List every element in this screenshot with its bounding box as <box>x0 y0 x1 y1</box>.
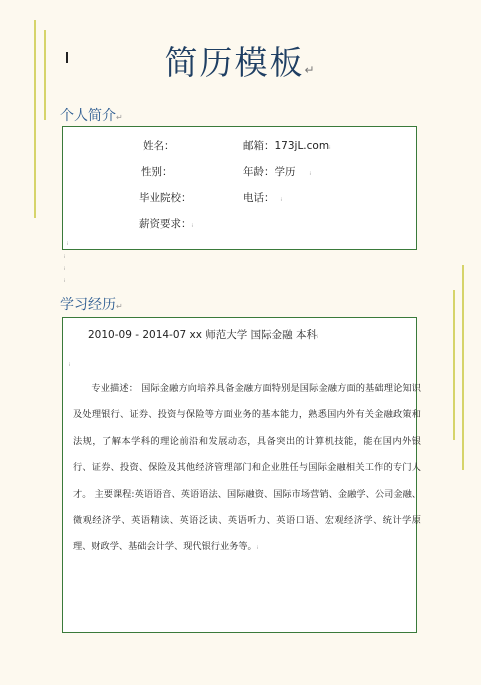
small-mark: ᵢ <box>317 331 319 340</box>
small-mark: ᵢ <box>280 194 282 203</box>
small-mark: ᵢ <box>64 263 66 272</box>
small-mark: ᵢ <box>191 220 193 229</box>
paragraph-mark: ↵ <box>304 63 317 77</box>
education-heading-text: 学习经历 <box>60 297 116 313</box>
phone-text: 电话： <box>243 192 275 204</box>
education-entry <box>88 328 318 343</box>
small-mark: ᵢ <box>329 142 331 151</box>
small-mark: ᵢ <box>69 359 71 368</box>
education-description <box>73 376 421 561</box>
small-mark: ᵢ <box>64 275 66 284</box>
small-mark: ᵢ <box>64 251 66 260</box>
gender-field: 性别： <box>141 166 173 178</box>
title-text: 简历模板 <box>164 43 305 82</box>
salary-text: 薪资要求： <box>139 218 192 230</box>
small-mark: ᵢ <box>67 238 69 247</box>
section-heading-personal <box>60 107 123 127</box>
school-field: 毕业院校： <box>139 192 192 204</box>
phone-field <box>243 191 282 206</box>
name-field: 姓名： <box>143 140 175 152</box>
email-field <box>243 139 331 154</box>
small-mark: ᵢ <box>256 542 259 552</box>
email-text: 邮箱：173jL.com <box>243 140 330 152</box>
decorative-bar-right-1 <box>453 290 455 440</box>
page-title <box>0 40 481 93</box>
salary-field <box>139 217 193 232</box>
personal-heading-text: 个人简介 <box>60 108 116 124</box>
decorative-bar-right-2 <box>462 265 464 470</box>
paragraph-mark: ↵ <box>116 302 123 311</box>
age-text: 年龄：学历 <box>243 166 296 178</box>
age-field <box>243 165 311 180</box>
section-heading-education <box>60 296 123 316</box>
paragraph-mark: ↵ <box>116 113 123 122</box>
education-box <box>62 317 421 633</box>
small-mark: ᵢ <box>309 168 311 177</box>
education-description-text: 专业描述： 国际金融方向培养具备金融方面特别是国际金融方面的基础理论知识及处理银行、证券、投资与保险等方面业务的基本能力，熟悉国内外有关金融政策和法规，了解本学科的理论前沿和发展动态，具备突出的计算机技能，能在国内外银行、证券、投资、保险及其他经济管理部门和企业胜任与国际金融相关工作的专门人才。 主要课程:英语语音、英语语法、国际融资、国际市场营销、金融学、公司金融、微观经济学、英语精读、英语泛读、英语听力、英语口语、宏观经济学、统计学原理、财政学、基础会计学、现代银行业务等。 <box>73 383 421 553</box>
education-entry-text: 2010-09 - 2014-07 xx 师范大学 国际金融 本科 <box>88 329 317 341</box>
personal-info-box <box>62 126 417 250</box>
